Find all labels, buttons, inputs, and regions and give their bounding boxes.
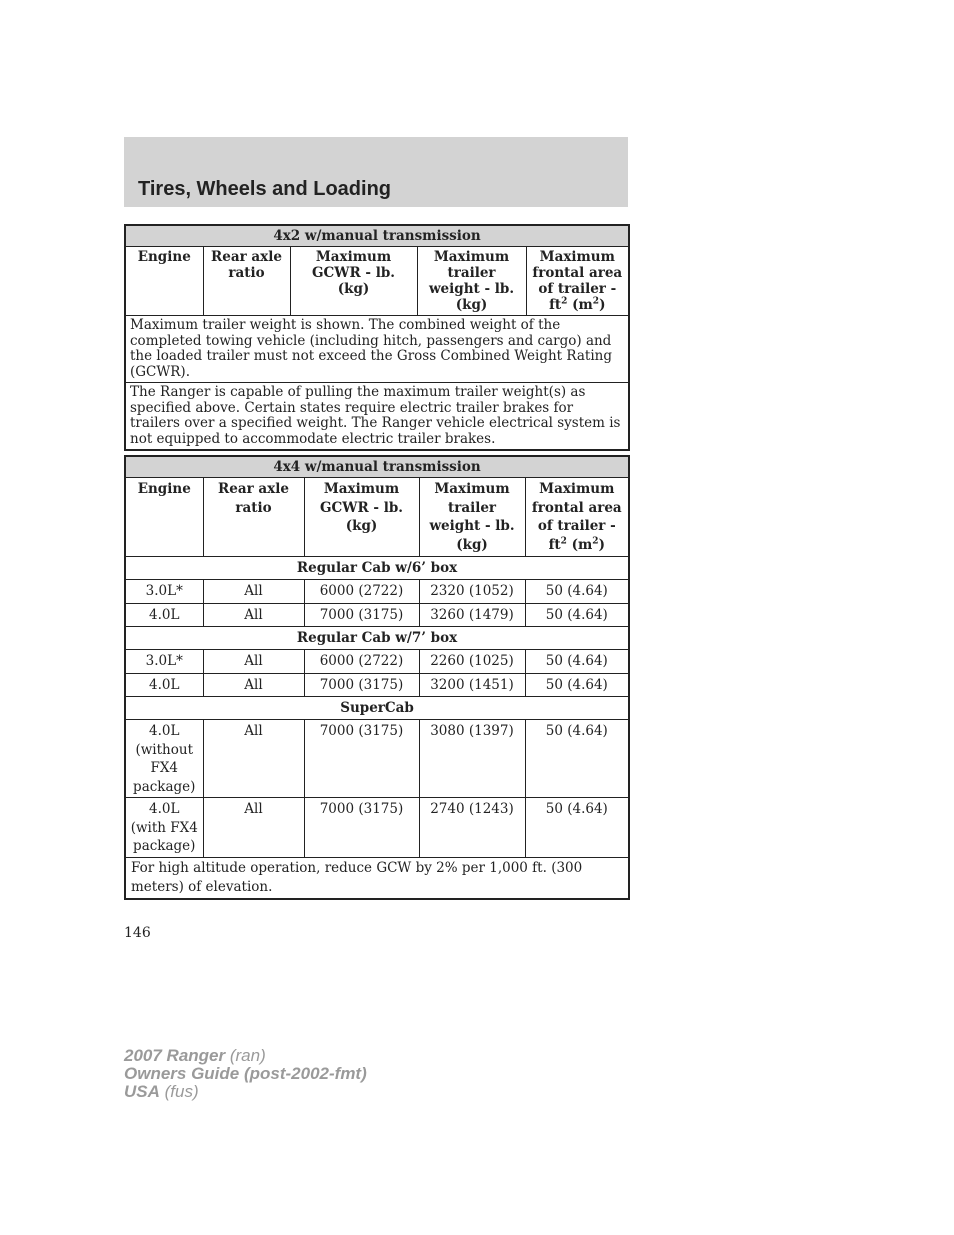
cell-frontal-area: 50 (4.64): [525, 580, 629, 604]
footer-guide: Owners Guide (post-2002-fmt): [124, 1064, 367, 1083]
col-rear-axle-ratio: Rear axle ratio: [203, 247, 290, 316]
footer-market: USA: [124, 1082, 160, 1101]
cell-gcwr: 6000 (2722): [304, 650, 419, 674]
footer-line-2: [124, 1065, 367, 1083]
col-rear-axle-ratio: Rear axle ratio: [203, 478, 304, 557]
table-row: [125, 720, 629, 798]
cell-axle-ratio: All: [203, 720, 304, 798]
col-engine: Engine: [125, 247, 203, 316]
table-note: Maximum trailer weight is shown. The combined weight of the completed towing vehicle (including hitch, passengers and cargo) and the loaded trailer must not exceed the Gross Combined Weight Rating (GCWR).: [125, 316, 629, 383]
cell-gcwr: 7000 (3175): [304, 720, 419, 798]
cell-gcwr: 7000 (3175): [304, 798, 419, 858]
cell-gcwr: 6000 (2722): [304, 580, 419, 604]
cell-trailer-weight: 3200 (1451): [419, 673, 525, 697]
table-4x2-manual: [124, 224, 630, 451]
cell-engine: 4.0L (without FX4 package): [125, 720, 203, 798]
cell-trailer-weight: 2260 (1025): [419, 650, 525, 674]
cell-frontal-area: 50 (4.64): [525, 650, 629, 674]
section-row: [125, 697, 629, 720]
col-frontal-mid: (m: [567, 297, 593, 313]
column-header-row: [125, 247, 629, 316]
col-frontal-sup-2: 2: [592, 536, 599, 546]
cell-engine: 4.0L: [125, 673, 203, 697]
note-row: [125, 383, 629, 451]
table-row: [125, 673, 629, 697]
col-frontal-prefix: Maximum frontal area of trailer - ft: [531, 481, 622, 553]
footer-model-code: (ran): [229, 1046, 266, 1065]
col-max-frontal-area: [525, 478, 629, 557]
col-frontal-sup-1: 2: [560, 536, 567, 546]
table-title-row: [125, 456, 629, 478]
page-number: 146: [124, 925, 151, 941]
cell-axle-ratio: All: [203, 650, 304, 674]
footer-line-3: [124, 1083, 367, 1101]
col-frontal-sup-2: 2: [592, 296, 600, 307]
section-label: Regular Cab w/7’ box: [125, 627, 629, 650]
section-title: Tires, Wheels and Loading: [138, 178, 392, 200]
cell-gcwr: 7000 (3175): [304, 603, 419, 627]
column-header-row: [125, 478, 629, 557]
cell-engine: 3.0L*: [125, 580, 203, 604]
cell-trailer-weight: 3260 (1479): [419, 603, 525, 627]
section-label: SuperCab: [125, 697, 629, 720]
section-row: [125, 627, 629, 650]
cell-axle-ratio: All: [203, 798, 304, 858]
table-note: For high altitude operation, reduce GCW by 2% per 1,000 ft. (300 meters) of elevation.: [125, 857, 629, 899]
cell-engine: 4.0L (with FX4 package): [125, 798, 203, 858]
table-4x4-manual: [124, 455, 630, 900]
footer-model: 2007 Ranger: [124, 1046, 226, 1065]
col-frontal-suffix: ): [598, 536, 605, 553]
cell-frontal-area: 50 (4.64): [525, 673, 629, 697]
cell-gcwr: 7000 (3175): [304, 673, 419, 697]
cell-axle-ratio: All: [203, 580, 304, 604]
cell-engine: 3.0L*: [125, 650, 203, 674]
cell-trailer-weight: 2320 (1052): [419, 580, 525, 604]
note-row: [125, 316, 629, 383]
note-row: [125, 857, 629, 899]
table-note: The Ranger is capable of pulling the maximum trailer weight(s) as specified above. Certain states require electric trailer brakes for trailers over a specified weight. The Ranger vehicle electrical system is not equipped to accommodate electric trailer brakes.: [125, 383, 629, 451]
col-max-trailer-weight: Maximum trailer weight - lb. (kg): [417, 247, 526, 316]
footer-market-code: (fus): [164, 1082, 199, 1101]
table-title: 4x2 w/manual transmission: [125, 225, 629, 247]
table-title: 4x4 w/manual transmission: [125, 456, 629, 478]
cell-frontal-area: 50 (4.64): [525, 798, 629, 858]
table-row: [125, 603, 629, 627]
section-label: Regular Cab w/6’ box: [125, 557, 629, 580]
col-max-trailer-weight: Maximum trailer weight - lb. (kg): [419, 478, 525, 557]
cell-frontal-area: 50 (4.64): [525, 603, 629, 627]
table-row: [125, 580, 629, 604]
col-frontal-prefix: Maximum frontal area of trailer - ft: [532, 249, 623, 313]
col-max-gcwr: Maximum GCWR - lb. (kg): [304, 478, 419, 557]
section-row: [125, 557, 629, 580]
header-band: [124, 137, 628, 207]
col-max-frontal-area: [526, 247, 629, 316]
col-frontal-suffix: ): [599, 297, 606, 313]
cell-axle-ratio: All: [203, 603, 304, 627]
col-frontal-mid: (m: [566, 536, 593, 553]
table-row: [125, 798, 629, 858]
table-title-row: [125, 225, 629, 247]
col-frontal-sup-1: 2: [561, 296, 568, 307]
cell-axle-ratio: All: [203, 673, 304, 697]
document-footer: [124, 1047, 367, 1101]
col-max-gcwr: Maximum GCWR - lb. (kg): [290, 247, 417, 316]
col-engine: Engine: [125, 478, 203, 557]
cell-frontal-area: 50 (4.64): [525, 720, 629, 798]
table-row: [125, 650, 629, 674]
cell-engine: 4.0L: [125, 603, 203, 627]
footer-line-1: [124, 1047, 367, 1065]
cell-trailer-weight: 2740 (1243): [419, 798, 525, 858]
cell-trailer-weight: 3080 (1397): [419, 720, 525, 798]
